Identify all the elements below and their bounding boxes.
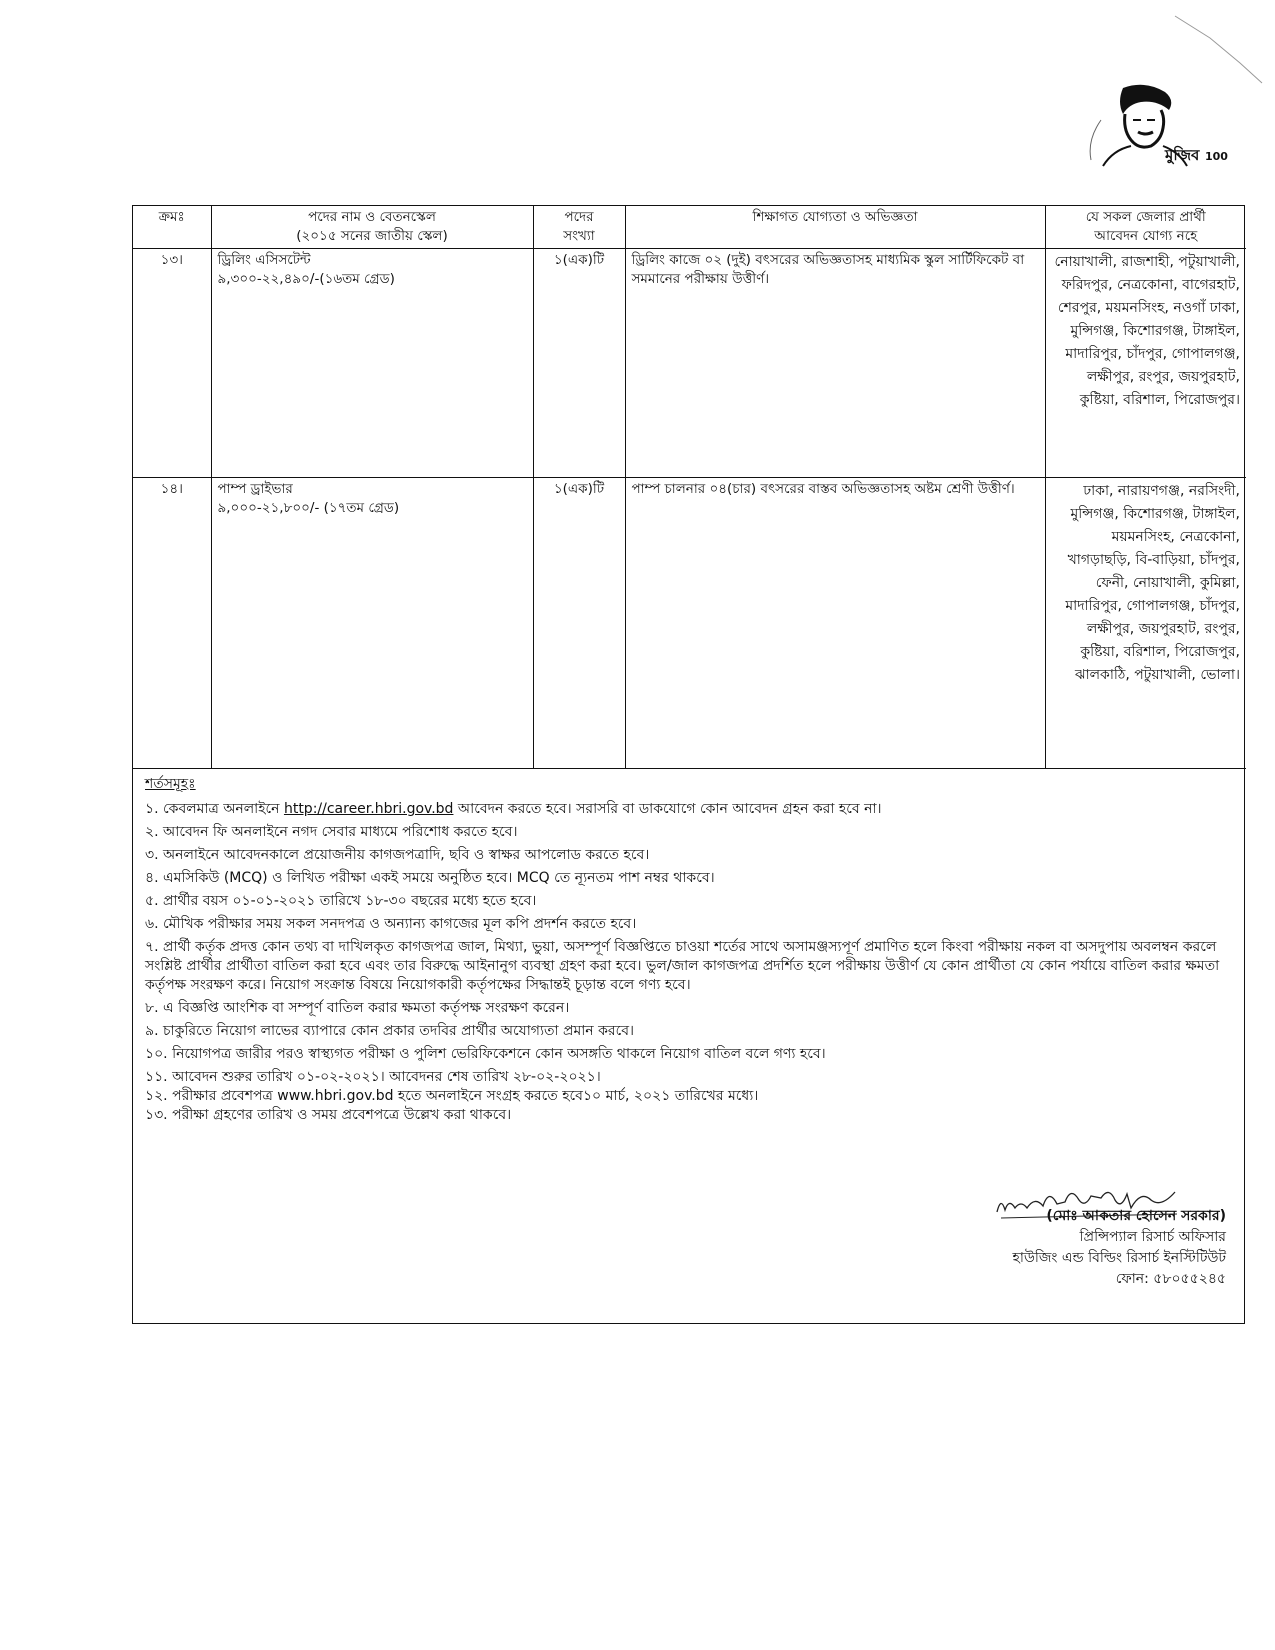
signatory-name: (মোঃ আকতার হোসেন সরকার) xyxy=(1046,1208,1226,1224)
signatory-designation: প্রিন্সিপ্যাল রিসার্চ অফিসার xyxy=(1079,1229,1226,1245)
mujib-100-logo xyxy=(1083,80,1228,168)
conditions-title: শর্তসমূহঃ xyxy=(145,776,196,792)
condition-item xyxy=(145,800,1230,819)
mujib-100-portrait-icon xyxy=(1083,80,1228,168)
header-qualification: শিক্ষাগত যোগ্যতা ও অভিজ্ঞতা xyxy=(625,206,1045,249)
condition-item: ১২. পরীক্ষার প্রবেশপত্র www.hbri.gov.bd হতে অনলাইনে সংগ্রহ করতে হবে১০ মার্চ, ২০২১ তারিখের মধ্যে। xyxy=(145,1088,759,1104)
table-header-row xyxy=(133,206,1246,249)
condition-item: ১১. আবেদন শুরুর তারিখ ০১-০২-২০২১। আবেদনর শেষ তারিখ ২৮-০২-২০২১। xyxy=(145,1069,601,1085)
header-ineligible-line2: আবেদন যোগ্য নহে xyxy=(1094,228,1198,244)
condition-item: ৯. চাকুরিতে নিয়োগ লাভের ব্যাপারে কোন প্রকার তদবির প্রার্থীর অযোগ্যতা প্রমান করবে। xyxy=(145,1023,635,1039)
conditions-section xyxy=(133,769,1244,1125)
notice-document xyxy=(132,205,1245,1324)
post-name: পাম্প ড্রাইভার xyxy=(217,481,293,497)
row-districts: ঢাকা, নারায়ণগঞ্জ, নরসিংদী, মুন্সিগঞ্জ, কিশোরগঞ্জ, টাঙ্গাইল, ময়মনসিংহ, নেত্রকোনা, খাগড়াছড়ি, বি-বাড়িয়া, চাঁদপুর, ফেনী, নোয়াখালী, কুমিল্লা, মাদারিপুর, গোপালগঞ্জ, চাঁদপুর, লক্ষীপুর, জয়পুরহাট, রংপুর, কুষ্টিয়া, বরিশাল, পিরোজপুর, ঝালকাঠি, পটুয়াখালী, ভোলা। xyxy=(1045,478,1246,769)
condition-item: ৭. প্রার্থী কর্তৃক প্রদত্ত কোন তথ্য বা দাখিলকৃত কাগজপত্র জাল, মিথ্যা, ভুয়া, অসম্পূর্ণ বিজ্ঞপ্তিতে চাওয়া শর্তের সাথে অসামঞ্জস্যপূর্ণ প্রমাণিত হলে কিংবা পরীক্ষায় নকল বা অসদুপায় অবলম্বন করলে সংশ্লিষ্ট প্রার্থীর প্রার্থীতা বাতিল করা হবে এবং তার বিরুদ্ধে আইনানুগ ব্যবস্থা গ্রহণ করা হবে। ভুল/জাল কাগজপত্র প্রদর্শিত হলে পরীক্ষায় উত্তীর্ণ যে কোন প্রার্থীতা যে কোন পর্যায়ে বাতিল করার ক্ষমতা কর্তৃপক্ষ সংরক্ষণ করে। নিয়োগ সংক্রান্ত বিষয়ে নিয়োগকারী কর্তৃপক্ষের সিদ্ধান্তই চূড়ান্ত বলে গণ্য হবে। xyxy=(145,939,1220,993)
row-count: ১(এক)টি xyxy=(533,478,625,769)
row-count: ১(এক)টি xyxy=(533,249,625,478)
row-post xyxy=(211,478,533,769)
svg-text:100: 100 xyxy=(1205,150,1228,163)
scan-artifact xyxy=(1170,8,1265,88)
handwritten-signature xyxy=(991,1178,1181,1222)
svg-text:মুজিব: মুজিব xyxy=(1165,146,1200,164)
header-post-line1: পদের নাম ও বেতনস্কেল xyxy=(308,209,436,225)
header-post xyxy=(211,206,533,249)
header-count xyxy=(533,206,625,249)
condition-item: ১৩. পরীক্ষা গ্রহণের তারিখ ও সময় প্রবেশপত্রে উল্লেখ করা থাকবে। xyxy=(145,1107,512,1123)
header-ineligible-districts xyxy=(1045,206,1246,249)
header-ineligible-line1: যে সকল জেলার প্রার্থী xyxy=(1085,209,1206,225)
table-row xyxy=(133,478,1246,769)
header-count-line1: পদের xyxy=(564,209,594,225)
institute-name: হাউজিং এন্ড বিল্ডিং রিসার্চ ইনস্টিটিউট xyxy=(1012,1250,1226,1266)
row-post xyxy=(211,249,533,478)
condition-1-suffix: আবেদন করতে হবে। সরাসরি বা ডাকযোগে কোন আবেদন গ্রহন করা হবে না। xyxy=(453,801,882,817)
conditions-list xyxy=(145,800,1230,1125)
career-portal-link[interactable]: http://career.hbri.gov.bd xyxy=(283,801,454,817)
row-qualification: পাম্প চালনার ০৪(চার) বৎসরের বাস্তব অভিজ্ঞতাসহ অষ্টম শ্রেণী উত্তীর্ণ। xyxy=(625,478,1045,769)
header-serial: ক্রমঃ xyxy=(133,206,211,249)
pay-scale: ৯,০০০-২১,৮০০/- (১৭তম গ্রেড) xyxy=(217,500,400,516)
header-count-line2: সংখ্যা xyxy=(563,228,595,244)
table-row xyxy=(133,249,1246,478)
positions-table xyxy=(133,206,1246,769)
row-qualification: ড্রিলিং কাজে ০২ (দুই) বৎসরের অভিজ্ঞতাসহ মাধ্যমিক স্কুল সার্টিফিকেট বা সমমানের পরীক্ষায় উত্তীর্ণ। xyxy=(625,249,1045,478)
condition-item: ৪. এমসিকিউ (MCQ) ও লিখিত পরীক্ষা একই সময়ে অনুষ্ঠিত হবে। MCQ তে ন্যূনতম পাশ নম্বর থাকবে। xyxy=(145,870,715,886)
condition-item: ৩. অনলাইনে আবেদনকালে প্রয়োজনীয় কাগজপত্রাদি, ছবি ও স্বাক্ষর আপলোড করতে হবে। xyxy=(145,847,650,863)
condition-item: ১০. নিয়োগপত্র জারীর পরও স্বাস্থ্যগত পরীক্ষা ও পুলিশ ভেরিফিকেশনে কোন অসঙ্গতি থাকলে নিয়োগ বাতিল বলে গণ্য হবে। xyxy=(145,1046,826,1062)
contact-phone: ফোন: ৫৮০৫৫২৪৫ xyxy=(1115,1271,1226,1287)
condition-item: ৫. প্রার্থীর বয়স ০১-০১-২০২১ তারিখে ১৮-৩০ বছরের মধ্যে হতে হবে। xyxy=(145,893,537,909)
row-serial: ১৩। xyxy=(133,249,211,478)
signature-block xyxy=(866,1206,1226,1290)
condition-item: ৮. এ বিজ্ঞপ্তি আংশিক বা সম্পূর্ণ বাতিল করার ক্ষমতা কর্তৃপক্ষ সংরক্ষণ করেন। xyxy=(145,1000,570,1016)
post-name: ড্রিলিং এসিসটেন্ট xyxy=(217,252,311,268)
condition-1-prefix: ১. কেবলমাত্র অনলাইনে xyxy=(145,801,284,817)
pay-scale: ৯,৩০০-২২,৪৯০/-(১৬তম গ্রেড) xyxy=(217,271,395,287)
header-post-line2: (২০১৫ সনের জাতীয় স্কেল) xyxy=(296,228,448,244)
row-serial: ১৪। xyxy=(133,478,211,769)
condition-item: ৬. মৌখিক পরীক্ষার সময় সকল সনদপত্র ও অন্যান্য কাগজের মূল কপি প্রদর্শন করতে হবে। xyxy=(145,916,637,932)
row-districts: নোয়াখালী, রাজশাহী, পটুয়াখালী, ফরিদপুর, নেত্রকোনা, বাগেরহাট, শেরপুর, ময়মনসিংহ, নওগাঁ ঢাকা, মুন্সিগঞ্জ, কিশোরগঞ্জ, টাঙ্গাইল, মাদারিপুর, চাঁদপুর, গোপালগঞ্জ, লক্ষীপুর, রংপুর, জয়পুরহাট, কুষ্টিয়া, বরিশাল, পিরোজপুর। xyxy=(1045,249,1246,478)
condition-item: ২. আবেদন ফি অনলাইনে নগদ সেবার মাধ্যমে পরিশোধ করতে হবে। xyxy=(145,824,518,840)
